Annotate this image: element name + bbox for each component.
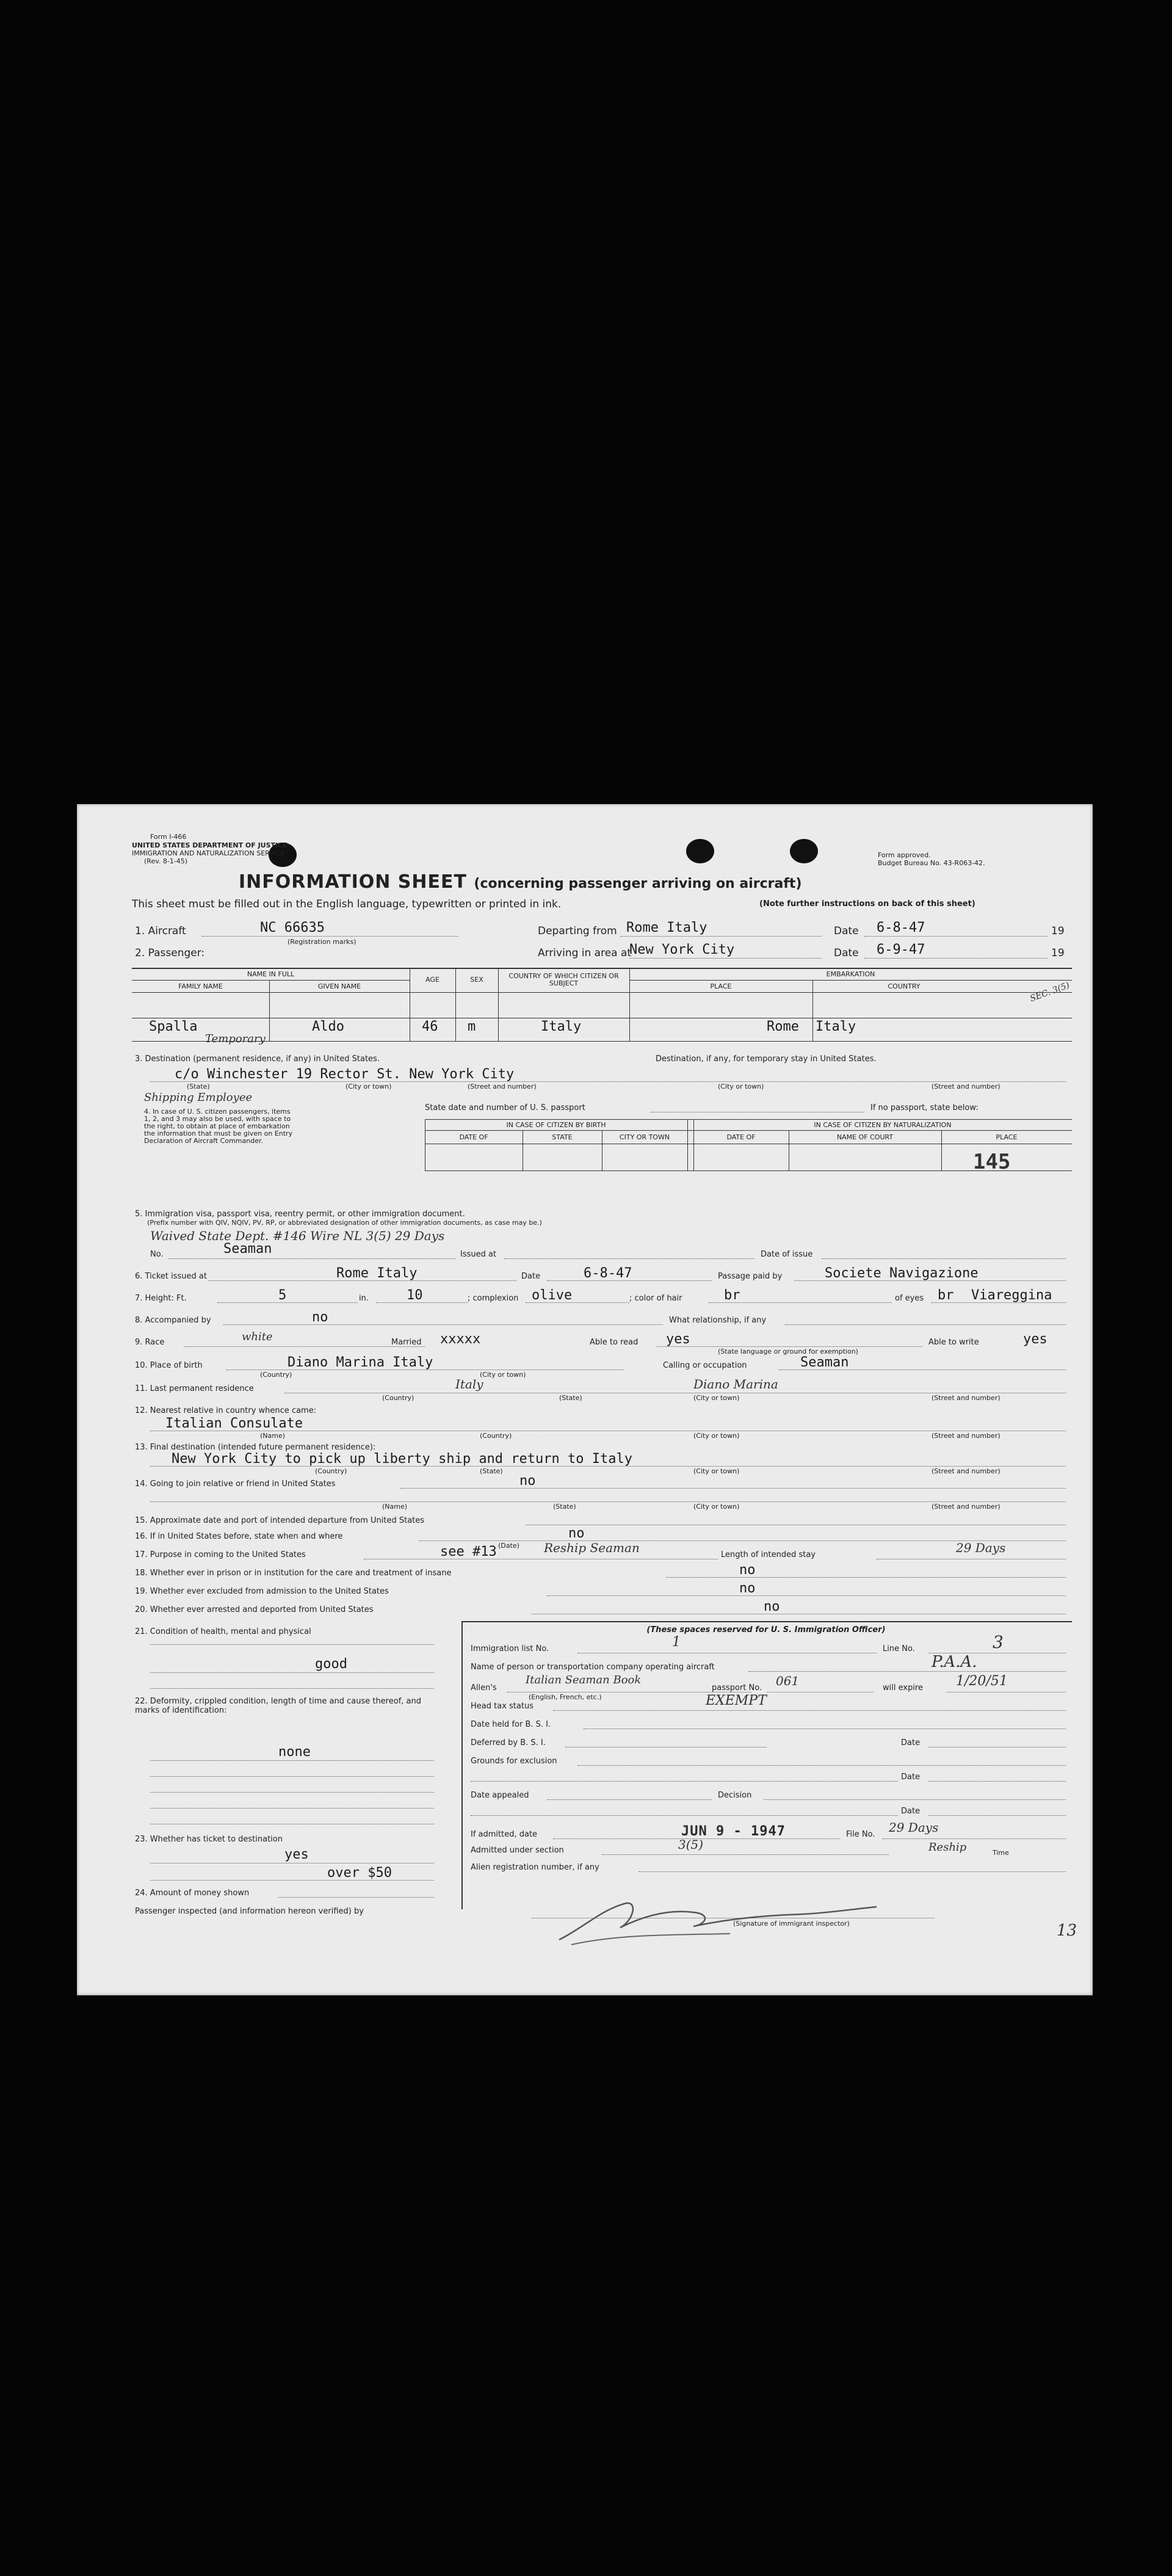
visa-label: 5. Immigration visa, passport visa, reentry permit, or other immigration document. [135, 1210, 465, 1219]
passport-line-label: State date and number of U. S. passport [425, 1103, 585, 1112]
ticket-destination-label: 23. Whether has ticket to destination [135, 1835, 283, 1844]
citizen-value: Italy [541, 1019, 582, 1034]
embarkation-header: EMBARKATION [826, 970, 875, 978]
eyes-label: of eyes [895, 1294, 924, 1303]
health-label: 21. Condition of health, mental and physical [135, 1627, 311, 1636]
arriving-label: Arriving in area at [538, 947, 632, 959]
stay-value: 29 Days [956, 1540, 1006, 1555]
date-sub: (Date) [498, 1542, 519, 1550]
inspected-label: Passenger inspected (and information hereon verified) by [135, 1907, 364, 1916]
will-expire-value: 1/20/51 [956, 1674, 1008, 1689]
issued-at-label: Issued at [460, 1250, 497, 1259]
form-instruction: This sheet must be filled out in the English language, typewritten or printed in ink. [132, 898, 562, 910]
birth-header: IN CASE OF CITIZEN BY BIRTH [506, 1121, 606, 1129]
place-header: PLACE [710, 982, 732, 990]
inches-label: in. [359, 1294, 369, 1303]
race-value: white [242, 1330, 273, 1343]
given-name-header: GIVEN NAME [317, 982, 361, 990]
admitted-label: If admitted, date [471, 1830, 538, 1839]
state-sub: (State) [559, 1394, 582, 1402]
form-title: INFORMATION SHEET (concerning passenger arriving on aircraft) [239, 871, 802, 893]
name-sub: (Name) [260, 1432, 286, 1440]
excluded-label: 19. Whether ever excluded from admission to the United States [135, 1587, 389, 1596]
money-label: 24. Amount of money shown [135, 1888, 250, 1898]
allen-value: Italian Seaman Book [526, 1674, 642, 1686]
section-side-note: SEC. 3(5) [1029, 980, 1071, 1004]
street-sub: (Street and number) [931, 1394, 1000, 1402]
final-destination-label: 13. Final destination (intended future permanent residence): [135, 1443, 376, 1452]
street-sub: (Street and number) [931, 1432, 1000, 1440]
country-header: COUNTRY [888, 982, 921, 990]
prison-value: no [739, 1562, 756, 1578]
col-court: NAME OF COURT [836, 1133, 894, 1141]
city-sub: (City or town) [693, 1432, 740, 1440]
embark-country-value: Italy [816, 1019, 856, 1034]
doc-no-value: Seaman [223, 1241, 272, 1257]
family-name-header: FAMILY NAME [178, 982, 223, 990]
street-sub: (Street and number) [468, 1083, 537, 1090]
line-no-value: 3 [993, 1632, 1004, 1652]
country-sub: (Country) [480, 1432, 512, 1440]
read-value: yes [666, 1332, 690, 1347]
race-label: 9. Race [135, 1338, 165, 1347]
form-number: Form I-466 [150, 833, 187, 841]
sex-value: m [468, 1019, 476, 1034]
aircraft-label: 1. Aircraft [135, 925, 186, 937]
admitted-stamp: JUN 9 - 1947 [681, 1824, 786, 1839]
ticket-destination-value: yes [284, 1847, 309, 1862]
aircraft-value: NC 66635 [260, 920, 325, 935]
list-no-value: 1 [672, 1634, 681, 1650]
temporary-destination-label: Destination, if any, for temporary stay in United States. [656, 1054, 877, 1064]
hair-label: ; color of hair [629, 1294, 682, 1303]
company-label: Name of person or transportation company operating aircraft [471, 1663, 715, 1672]
city-sub: (City or town) [345, 1083, 392, 1090]
name-sub: (Name) [382, 1503, 408, 1511]
company-value: P.A.A. [931, 1653, 977, 1671]
married-label: Married [391, 1338, 422, 1347]
city-sub: (City or town) [718, 1083, 764, 1090]
col-date-nat: DATE OF [726, 1133, 756, 1141]
section-label: Admitted under section [471, 1846, 564, 1855]
birth-place-value: Diano Marina Italy [288, 1355, 433, 1370]
line-no-label: Line No. [883, 1644, 915, 1653]
passport-no-label: passport No. [712, 1683, 762, 1693]
last-residence-label: 11. Last permanent residence [135, 1384, 254, 1393]
height-label: 7. Height: Ft. [135, 1294, 187, 1303]
visa-hand-note: Waived State Dept. #146 Wire NL 3(5) 29 Days [150, 1228, 445, 1243]
birth-place-label: 10. Place of birth [135, 1361, 203, 1370]
age-header: AGE [425, 976, 440, 984]
deferred-label: Deferred by B. S. I. [471, 1738, 546, 1747]
arrive-date: 6-9-47 [877, 942, 925, 957]
relationship-label: What relationship, if any [669, 1316, 767, 1325]
city-sub: (City or town) [693, 1467, 740, 1475]
col-place: PLACE [996, 1133, 1018, 1141]
allen-sub: (English, French, etc.) [529, 1693, 602, 1701]
destination-address: c/o Winchester 19 Rector St. New York City [175, 1067, 515, 1082]
ticket-label: 6. Ticket issued at [135, 1272, 207, 1281]
agency: UNITED STATES DEPARTMENT OF JUSTICE [132, 841, 288, 849]
allen-label: Allen's [471, 1683, 497, 1693]
join-relative-value: no [519, 1473, 536, 1489]
date-label: Date [901, 1738, 921, 1747]
ticket-place: Rome Italy [336, 1266, 418, 1281]
no-passport-label: If no passport, state below: [870, 1103, 978, 1112]
married-value: xxxxx [440, 1332, 481, 1347]
us-citizen-instruction: 4. In case of U. S. citizen passengers, items 1, 2, and 3 may also be used, with space to the right, to obtain at place of embarkation the information that must be given on Entry Declaration of Aircraft Commander. [144, 1108, 293, 1145]
stay-label: Length of intended stay [721, 1550, 816, 1559]
hair-value: br [724, 1288, 740, 1303]
money-value: over $50 [327, 1865, 392, 1881]
occupation-label: Calling or occupation [663, 1361, 747, 1370]
will-expire-label: will expire [883, 1683, 923, 1693]
given-name-value: Aldo [312, 1019, 344, 1034]
country-sub: (Country) [315, 1467, 347, 1475]
punch-hole [686, 839, 714, 863]
year-label: 19 [1051, 925, 1065, 937]
passage-paid-label: Passage paid by [718, 1272, 783, 1281]
instruction-note: (Note further instructions on back of this sheet) [759, 899, 975, 909]
passenger-label: 2. Passenger: [135, 947, 205, 959]
write-label: Able to write [928, 1338, 979, 1347]
stamp-number: 145 [973, 1150, 1011, 1174]
arriving-value: New York City [629, 942, 735, 957]
year-label: 19 [1051, 947, 1065, 959]
embark-place-value: Rome [767, 1019, 799, 1034]
appealed-label: Date appealed [471, 1791, 529, 1800]
accompanied-value: no [312, 1310, 328, 1325]
height-in: 10 [407, 1288, 423, 1303]
date-label: Date [901, 1807, 921, 1816]
col-city: CITY OR TOWN [619, 1133, 670, 1141]
doc-no-label: No. [150, 1250, 164, 1259]
list-no-label: Immigration list No. [471, 1644, 549, 1653]
country-sub: (Country) [260, 1371, 292, 1379]
naturalization-header: IN CASE OF CITIZEN BY NATURALIZATION [814, 1121, 952, 1129]
visa-sub: (Prefix number with QIV, NQIV, PV, RP, or abbreviated designation of other immigration documents, as case may be.) [147, 1219, 542, 1227]
read-label: Able to read [590, 1338, 638, 1347]
previous-visit-value: no [568, 1526, 585, 1541]
join-relative-label: 14. Going to join relative or friend in United States [135, 1479, 336, 1489]
form-approved: Form approved. [878, 851, 931, 859]
file-no-label: File No. [846, 1830, 875, 1839]
head-tax-label: Head tax status [471, 1702, 534, 1711]
decision-label: Decision [718, 1791, 752, 1800]
street-sub: (Street and number) [931, 1503, 1000, 1511]
grounds-label: Grounds for exclusion [471, 1757, 557, 1766]
departing-value: Rome Italy [626, 920, 707, 935]
section-value: 3(5) [678, 1837, 704, 1852]
passage-paid-value: Societe Navigazione [825, 1266, 978, 1281]
purpose-label: 17. Purpose in coming to the United States [135, 1550, 306, 1559]
nearest-relative-label: 12. Nearest relative in country whence came: [135, 1406, 317, 1415]
held-bsi-label: Date held for B. S. I. [471, 1720, 551, 1729]
age-value: 46 [422, 1019, 438, 1034]
date-label: Date [834, 947, 859, 959]
eyes-value: br [938, 1288, 954, 1303]
final-destination-value: New York City to pick up liberty ship and return to Italy [172, 1451, 632, 1467]
country-sub: (Country) [382, 1394, 414, 1402]
height-ft: 5 [278, 1288, 287, 1303]
deported-value: no [764, 1599, 780, 1614]
date-of-issue-label: Date of issue [761, 1250, 813, 1259]
state-sub: (State) [553, 1503, 576, 1511]
last-residence-city: Diano Marina [693, 1377, 778, 1391]
family-name-value: Spalla [149, 1019, 198, 1034]
name-in-full-header: NAME IN FULL [247, 970, 295, 978]
form-rev: (Rev. 8-1-45) [144, 857, 188, 865]
punch-hole [790, 839, 818, 863]
departing-label: Departing from [538, 925, 617, 937]
city-sub: (City or town) [693, 1503, 740, 1511]
state-sub: (State) [480, 1467, 503, 1475]
col-date: DATE OF [459, 1133, 488, 1141]
file-no-value: 29 Days [889, 1820, 939, 1835]
read-sub: (State language or ground for exemption) [718, 1348, 858, 1355]
registration-marks-label: (Registration marks) [288, 938, 356, 946]
complexion-value: olive [532, 1288, 573, 1303]
sex-header: SEX [470, 976, 483, 984]
service: IMMIGRATION AND NATURALIZATION SERVICE [132, 849, 285, 857]
citizenship-header: COUNTRY OF WHICH CITIZEN OR SUBJECT [508, 972, 619, 987]
city-sub: (City or town) [480, 1371, 526, 1379]
complexion-label: ; complexion [468, 1294, 519, 1303]
destination-label: 3. Destination (permanent residence, if any) in United States. [135, 1054, 380, 1064]
deformity-label: 22. Deformity, crippled condition, length of time and cause thereof, and marks of identification: [135, 1697, 421, 1715]
time-label: Time [993, 1849, 1009, 1857]
passage-paid-value-2: Viareggina [971, 1288, 1052, 1303]
occupation-value: Seaman [800, 1355, 849, 1370]
departure-label: 15. Approximate date and port of intended departure from United States [135, 1516, 425, 1525]
purpose-hand-note: Reship Seaman [544, 1540, 640, 1555]
date-label: Date [901, 1772, 921, 1782]
nearest-relative-value: Italian Consulate [165, 1416, 303, 1431]
health-value: good [315, 1656, 347, 1672]
shipping-note: Shipping Employee [144, 1091, 253, 1104]
prison-label: 18. Whether ever in prison or in institution for the care and treatment of insane [135, 1569, 452, 1578]
budget-bureau: Budget Bureau No. 43-R063-42. [878, 859, 985, 867]
margin-number: 13 [1057, 1921, 1077, 1940]
ticket-date: 6-8-47 [584, 1266, 632, 1281]
last-residence-country: Italy [455, 1377, 483, 1391]
deformity-value: none [278, 1744, 311, 1760]
temporary-note: Temporary [205, 1032, 266, 1045]
excluded-value: no [739, 1581, 756, 1596]
officer-header: (These spaces reserved for U. S. Immigration Officer) [646, 1625, 886, 1634]
purpose-value: see #13 [440, 1544, 497, 1559]
accompanied-label: 8. Accompanied by [135, 1316, 211, 1325]
head-tax-value: EXEMPT [706, 1693, 767, 1708]
write-value: yes [1023, 1332, 1047, 1347]
date-label: Date [521, 1272, 541, 1281]
date-label: Date [834, 925, 859, 937]
street-sub: (Street and number) [931, 1083, 1000, 1090]
col-state: STATE [552, 1133, 573, 1141]
signature-sub: (Signature of immigrant inspector) [733, 1920, 850, 1928]
deported-label: 20. Whether ever arrested and deported from United States [135, 1605, 374, 1614]
information-sheet [77, 804, 1093, 1995]
alien-reg-label: Alien registration number, if any [471, 1863, 599, 1872]
previous-visit-label: 16. If in United States before, state when and where [135, 1532, 343, 1541]
state-sub: (State) [187, 1083, 210, 1090]
reship-note: Reship [928, 1841, 967, 1854]
street-sub: (Street and number) [931, 1467, 1000, 1475]
passport-no-value: 061 [776, 1674, 800, 1688]
depart-date: 6-8-47 [877, 920, 925, 935]
city-sub: (City or town) [693, 1394, 740, 1402]
